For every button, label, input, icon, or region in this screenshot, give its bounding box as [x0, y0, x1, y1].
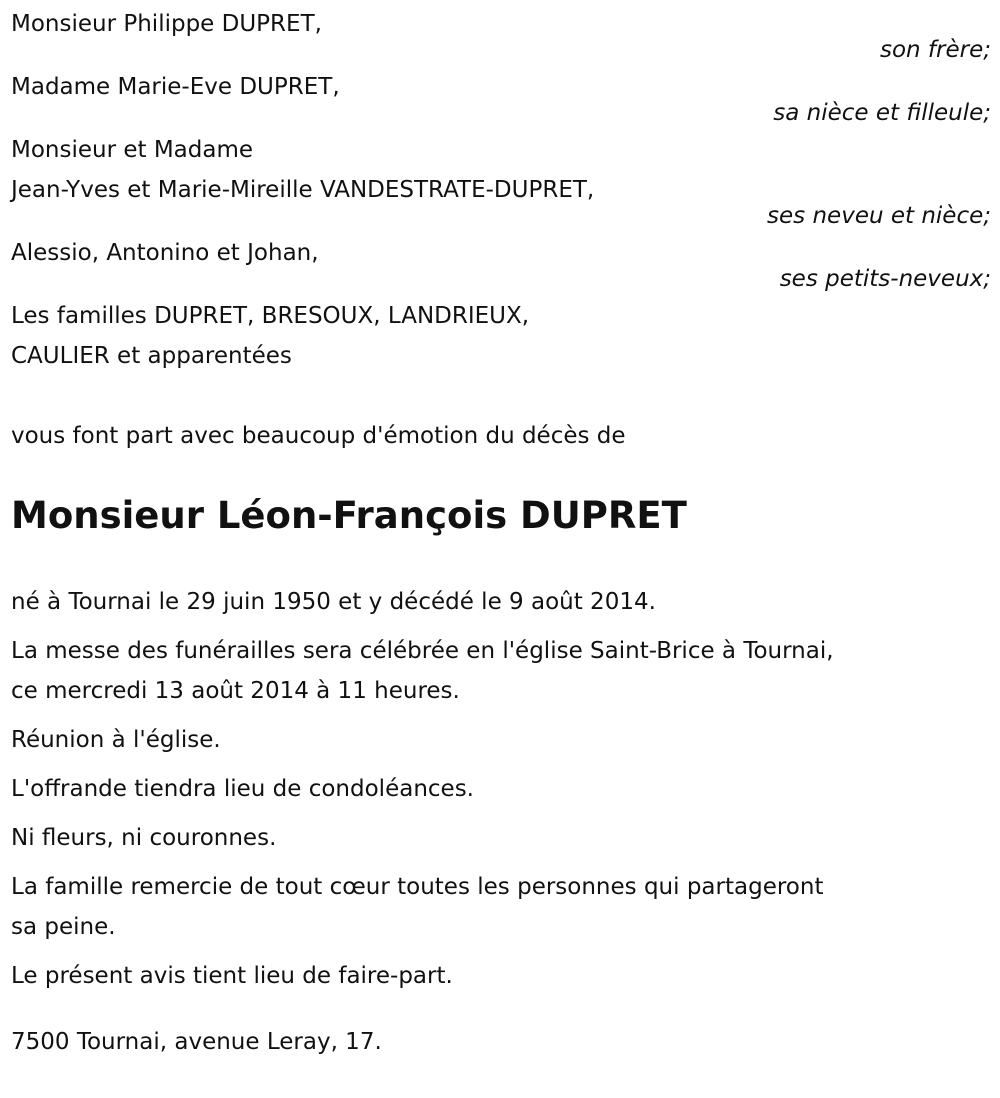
mourner-relation: ses petits-neveux; — [779, 266, 991, 292]
families-block — [11, 296, 991, 376]
mourner-relation: sa nièce et filleule; — [773, 100, 991, 126]
mourner-entry — [11, 130, 991, 230]
funeral-mass-line: La messe des funérailles sera célébrée en l'église Saint-Brice à Tournai, — [11, 638, 834, 664]
mourner-entry — [11, 4, 991, 64]
funeral-mass-text — [11, 631, 991, 711]
address-text: 7500 Tournai, avenue Leray, 17. — [11, 1029, 382, 1055]
mourner-entry — [11, 233, 991, 293]
mourner-relation: son frère; — [879, 37, 991, 63]
intro-text: vous font part avec beaucoup d'émotion du décès de — [11, 423, 626, 449]
mourner-name: Monsieur Philippe DUPRET, — [11, 11, 322, 37]
mourner-relation: ses neveu et nièce; — [767, 203, 991, 229]
mourner-entry — [11, 67, 991, 127]
notice-text: Le présent avis tient lieu de faire-part. — [11, 963, 453, 989]
mourner-name: Alessio, Antonino et Johan, — [11, 240, 319, 266]
families-line: CAULIER et apparentées — [11, 343, 292, 369]
mourner-name: Jean-Yves et Marie-Mireille VANDESTRATE-DUPRET, — [11, 177, 595, 203]
offering-text: L'offrande tiendra lieu de condoléances. — [11, 776, 474, 802]
meeting-text: Réunion à l'église. — [11, 727, 221, 753]
details-block — [11, 582, 991, 996]
families-line: Les familles DUPRET, BRESOUX, LANDRIEUX, — [11, 303, 530, 329]
thanks-line: sa peine. — [11, 914, 116, 940]
thanks-line: La famille remercie de tout cœur toutes les personnes qui partageront — [11, 874, 824, 900]
mourner-name: Madame Marie-Eve DUPRET, — [11, 74, 340, 100]
funeral-mass-line: ce mercredi 13 août 2014 à 11 heures. — [11, 678, 460, 704]
thanks-text — [11, 867, 991, 947]
obituary-notice — [11, 4, 991, 1062]
mourner-name: Monsieur et Madame — [11, 137, 254, 163]
deceased-name: Monsieur Léon-François DUPRET — [11, 494, 687, 537]
birth-death-text: né à Tournai le 29 juin 1950 et y décédé le 9 août 2014. — [11, 589, 656, 615]
flowers-text: Ni fleurs, ni couronnes. — [11, 825, 277, 851]
